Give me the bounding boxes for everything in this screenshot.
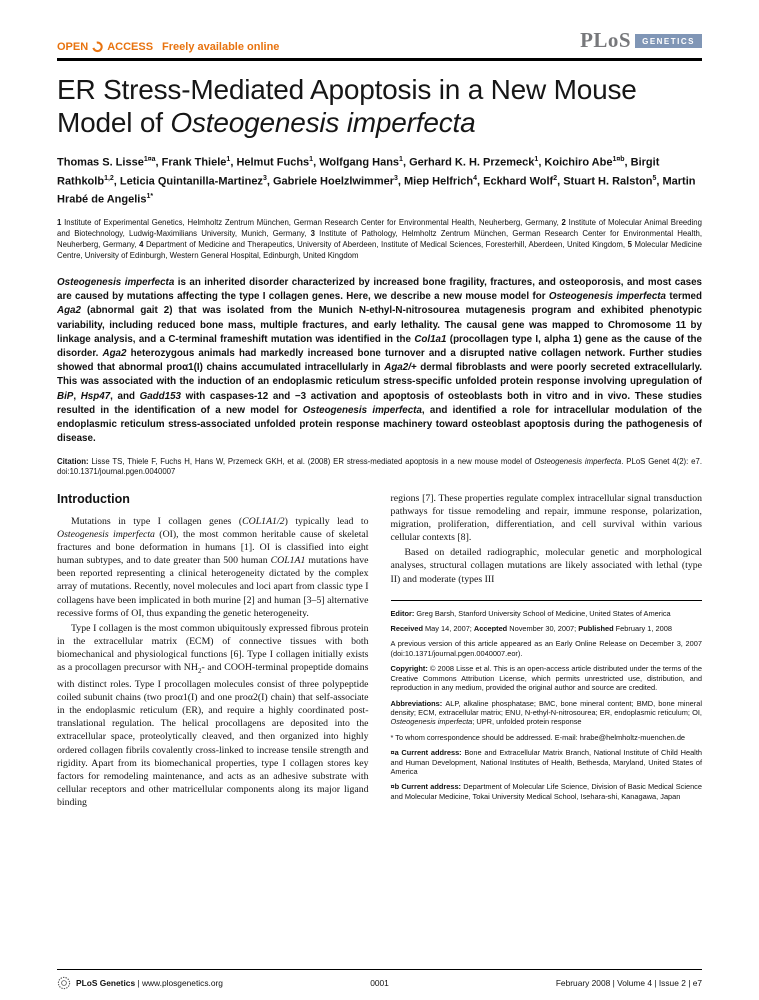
article-title: ER Stress-Mediated Apoptosis in a New Mouse Model of Osteogenesis imperfecta [57,74,637,138]
article-body [57,492,702,809]
plos-genetics-logo [580,28,702,53]
article-info-box [391,600,703,802]
plos-wordmark: PLoS [580,28,632,52]
page-number: 0001 [370,978,389,988]
introduction-heading: Introduction [57,492,130,506]
left-column [57,492,369,809]
page-footer [57,969,702,990]
copyright-notice: Copyright: © 2008 Lisse et al. This is an open-access article distributed under the terms of the Creative Commons Attribution License, which permits unrestricted use, distribution, and reproduction in any medium, provided the original author and source are credited. [390,664,702,693]
footer-rule [57,969,702,970]
correspondence-email[interactable]: * To whom correspondence should be addressed. E-mail: hrabe@helmholtz-muenchen.de [390,732,686,742]
editor-info: Editor: Greg Barsh, Stanford University School of Medicine, United States of America [390,608,671,618]
plos-stamp-icon [57,976,71,990]
body-paragraph: Based on detailed radiographic, molecular genetic and morphological analyses, structural collagen mutations are likely associated with lethal (type II) and moderate (types III [390,547,702,585]
body-paragraph: regions [7]. These properties regulate complex intracellular signal transduction pathways for tissue remodeling and repair, immune response, polarization, migration, proliferation, differentiation, and cell survival within various cellular contexts [8]. [390,493,702,544]
body-paragraph: Type I collagen is the most common ubiquitously expressed fibrous protein in the extracellular matrix (ECM) of connective tissues with both biomechanical and physiological functions [6]. Type I collagen initially exists as a procollagen precursor with $NH_2-$ and COOH-terminal propeptide domains with distinct roles. Type I procollagen molecules consist of three polypeptide coiled subunit chains (two proα1(I) and one proα2(I) chain) that self-associate in the endoplasmic reticulum (ER), and require a highly coordinated post-translational regulation. The helical procollagens are deposited into the extracellular space, proteolytically cleaved, and then organized into highly ordered collagen fibrils covalently cross-linked to increase tensile strength and rigidity. Apart from its biomechanical properties, type I collagen stores key factors for remodeling maintenance, and acts as an adhesive substrate with cellular receptors and other matricellular components along its major ligand binding [57,622,369,808]
affiliations: 1 Institute of Experimental Genetics, Helmholtz Zentrum München, German Research Center for Environmental Health, Neuherberg, Germany, 2 Institute of Molecular Animal Breeding and Biotechnology, Ludwig-Maximilians University, Munich, Germany, 3 Institute of Pathology, Helmholtz Zentrum München, German Research Center for Environmental Health, Neuherberg, Germany, 4 Department of Medicine and Therapeutics, University of Aberdeen, Institute of Medical Sciences, Foresterhill, Aberdeen, United Kingdom, 5 Molecular Medicine Centre, University of Edinburgh, Western General Hospital, Edinburgh, United Kingdom [57,217,702,260]
open-access-banner [57,40,279,53]
abbreviations-list: Abbreviations: ALP, alkaline phosphatase; BMC, bone mineral content; BMD, bone mineral density; ECM, extracellular matrix; ENU, N-ethyl-N-nitrosourea; ER, endoplasmic reticulum; OI, Osteogenesis imperfecta; UPR, unfolded protein response [390,698,702,727]
right-column-text [391,492,703,586]
open-access-label-open: OPEN [57,40,89,53]
dates-info: Received May 14, 2007; Accepted November 30, 2007; Published February 1, 2008 [390,624,672,634]
masthead [57,28,702,58]
early-release-note: A previous version of this article appeared as an Early Online Release on December 3, 2007 (doi:10.1371/journal.pgen.0040007.eor). [390,639,702,658]
footer-row [57,976,702,990]
footer-journal-url[interactable]: PLoS Genetics | www.plosgenetics.org [76,978,223,988]
current-address-b: ¤b Current address: Department of Molecular Life Science, Division of Basic Medical Science and Molecular Medicine, Tokai University Medical School, Isehara-shi, Kanagawa, Japan [390,782,702,801]
open-access-lock-icon [91,40,104,53]
current-address-a: ¤a Current address: Bone and Extracellular Matrix Branch, National Institute of Child Health and Human Development, National Institutes of Health, Bethesda, Maryland, United States of America [390,748,702,776]
citation-line: Citation: Lisse TS, Thiele F, Fuchs H, Hans W, Przemeck GKH, et al. (2008) ER stress-mediated apoptosis in a new mouse model of Osteogenesis imperfecta. PLoS Genet 4(2): e7. doi:10.1371/journal.pgen.0040007 [57,457,703,477]
abstract: Osteogenesis imperfecta is an inherited disorder characterized by increased bone fragility, fractures, and osteoporosis, and most cases are caused by mutations affecting the type I collagen genes. Here, we describe a new mouse model for Osteogenesis imperfecta termed Aga2 (abnormal gait 2) that was isolated from the Munich N-ethyl-N-nitrosourea mutagenesis program and exhibited phenotypic variability, including reduced bone mass, multiple fractures, and early lethality. The causal gene was mapped to Chromosome 11 by linkage analysis, and a C-terminal frameshift mutation was identified in the Col1a1 (procollagen type I, alpha 1) gene as the cause of the disorder. Aga2 heterozygous animals had markedly increased bone turnover and a disrupted native collagen network. Further studies showed that abnormal proα1(I) chains accumulated intracellularly in Aga2/+ dermal fibroblasts and were poorly secreted extracellularly. This was associated with the induction of an endoplasmic reticulum stress-specific unfolded protein response involving upregulation of BiP, Hsp47, and Gadd153 with caspases-12 and −3 activation and apoptosis of osteoblasts both in vitro and in vivo. These studies resulted in the identification of a new model for Osteogenesis imperfecta, and identified a role for intracellular modulation of the endoplasmic reticulum stress-associated unfolded protein response machinery toward osteoblast apoptosis during the pathogenesis of disease. [57,276,703,445]
issue-info: February 2008 | Volume 4 | Issue 2 | e7 [555,978,703,988]
genetics-wordmark: GENETICS [635,34,702,48]
right-column [391,492,703,809]
footer-left [57,976,370,990]
body-paragraph: Mutations in type I collagen genes (COL1A1/2) typically lead to Osteogenesis imperfecta (OI), the most common heritable cause of skeletal fractures and bone deformation in humans [1]. OI is classified into eight human subtypes, and to date greater than 500 human COL1A1 mutations have been reported representing a clinical heterogeneity dictated by the complex array of mutations. Recently, novel molecules and loci apart from classic type I collagens have been implicated in both murine [2] and human [3–5] alternative recessive forms of OI, thus expanding the genetic heterogeneity. [57,516,369,619]
author-list: Thomas S. Lisse$^{1¤a}$, Frank Thiele$^1$, Helmut Fuchs$^1$, Wolfgang Hans$^1$, Gerhard K. H. Przemeck$^1$, Koichiro Abe$^{1¤b}$, Birgit Rathkolb$^{1,2}$, Leticia Quintanilla-Martinez$^3$, Gabriele Hoelzlwimmer$^3$, Miep Helfrich$^4$, Eckhard Wolf$^2$, Stuart H. Ralston$^5$, Martin Hrabé de Angelis$^{1*}$ [57,156,696,206]
open-access-label-access: ACCESS [107,40,154,53]
open-access-tagline: Freely available online [162,40,280,53]
masthead-rule [57,58,702,61]
